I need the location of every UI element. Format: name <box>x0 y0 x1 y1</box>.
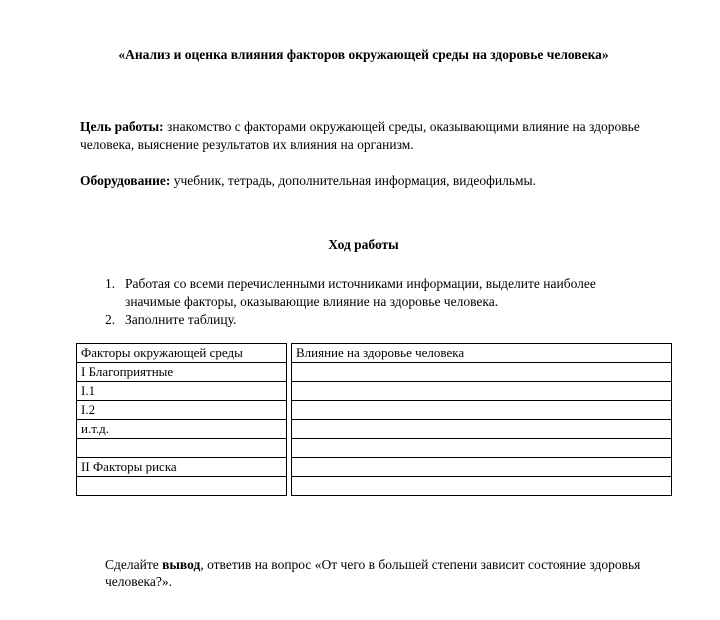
table-cell: I.1 <box>76 381 287 401</box>
equipment-text: учебник, тетрадь, дополнительная информация, видеофильмы. <box>170 173 536 189</box>
table-cell: и.т.д. <box>76 419 287 439</box>
list-item <box>105 275 647 311</box>
conclusion-text-start: Сделайте <box>105 556 163 572</box>
table-cell <box>76 476 287 496</box>
list-item-number: 1. <box>105 276 116 292</box>
table-cell <box>291 381 672 401</box>
table-cell <box>76 438 287 458</box>
goal-paragraph <box>80 118 647 154</box>
conclusion-bold-word: вывод <box>162 556 201 572</box>
table-cell <box>291 400 672 420</box>
factors-table <box>76 343 672 496</box>
list-item-text: Работая со всеми перечисленными источниками информации, выделите наиболее значимые факторы, оказывающие влияние на здоровье человека. <box>125 276 596 309</box>
table-cell <box>291 457 672 477</box>
table-cell: I.2 <box>76 400 287 420</box>
goal-text: знакомство с факторами окружающей среды, оказывающими влияние на здоровье человека, выяснение результатов их влияния на организм. <box>80 118 640 152</box>
table-cell: II Факторы риска <box>76 457 287 477</box>
goal-label: Цель работы: <box>80 118 164 134</box>
table-header-cell: Влияние на здоровье человека <box>291 343 672 363</box>
table-column-influence <box>291 343 672 496</box>
equipment-paragraph <box>80 172 647 190</box>
procedure-heading: Ход работы <box>328 237 399 253</box>
table-cell <box>291 438 672 458</box>
procedure-list <box>80 275 647 328</box>
table-cell: I Благоприятные <box>76 362 287 382</box>
conclusion-paragraph <box>80 556 647 592</box>
list-item <box>105 311 647 329</box>
list-item-text: Заполните таблицу. <box>125 311 237 327</box>
table-header-cell: Факторы окружающей среды <box>76 343 287 363</box>
conclusion-text-end: , ответив на вопрос «От чего в большей степени зависит состояние здоровья человека?». <box>105 556 641 590</box>
table-cell <box>291 419 672 439</box>
table-cell <box>291 362 672 382</box>
document-title: «Анализ и оценка влияния факторов окружающей среды на здоровье человека» <box>118 47 609 62</box>
equipment-label: Оборудование: <box>80 173 171 189</box>
table-column-factors <box>76 343 287 496</box>
table-cell <box>291 476 672 496</box>
list-item-number: 2. <box>105 311 116 327</box>
